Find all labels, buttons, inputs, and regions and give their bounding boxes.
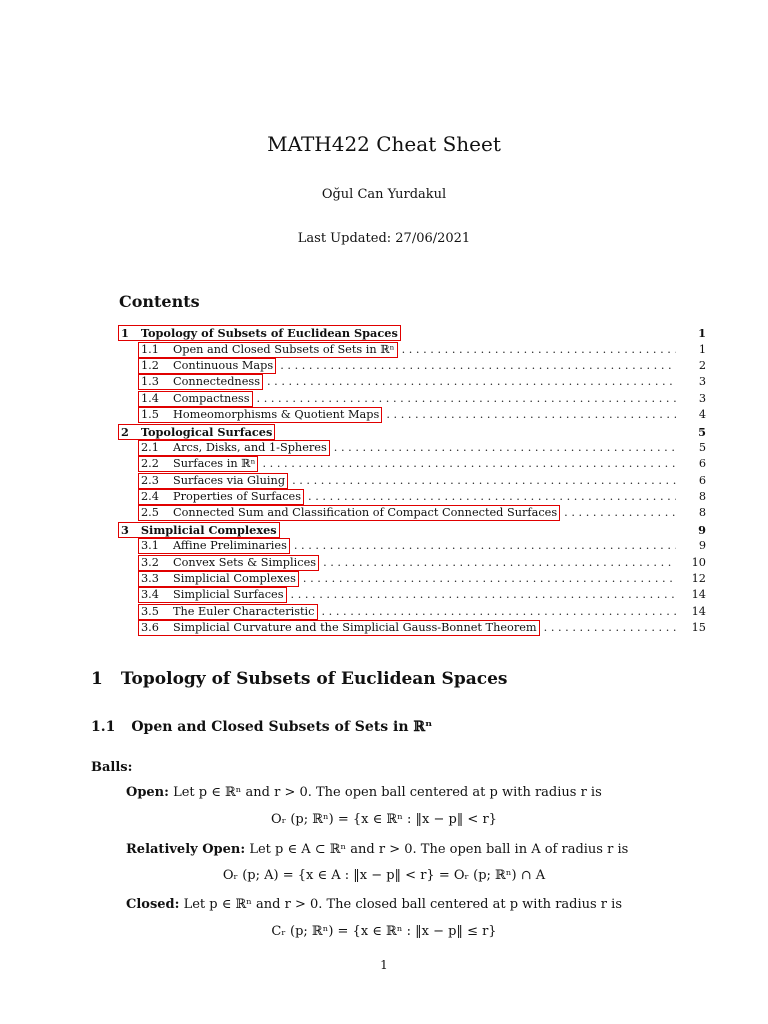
toc-page-number: 4 bbox=[698, 408, 706, 422]
definition-label: Relatively Open: bbox=[126, 842, 246, 857]
section-title: Topology of Subsets of Euclidean Spaces bbox=[120, 669, 508, 689]
definition-open bbox=[126, 785, 602, 800]
definition-relatively-open bbox=[126, 842, 628, 857]
toc-entry-number: 2.3 bbox=[141, 473, 159, 487]
toc-page-number: 8 bbox=[698, 490, 706, 504]
toc-subsection-row bbox=[118, 473, 706, 489]
contents-heading: Contents bbox=[119, 292, 200, 311]
toc-entry-title: Topological Surfaces bbox=[140, 424, 273, 439]
toc-entry-title: Compactness bbox=[172, 391, 250, 405]
toc-entry-number: 3 bbox=[121, 522, 129, 537]
toc-subsection-link[interactable] bbox=[138, 571, 299, 587]
definition-text: Let p ∈ ℝⁿ and r > 0. The closed ball centered at p with radius r is bbox=[183, 897, 622, 912]
toc-section-link[interactable] bbox=[118, 325, 401, 341]
toc-entry-title: Simplicial Curvature and the Simplicial Gauss-Bonnet Theorem bbox=[172, 621, 537, 635]
toc-page-number: 5 bbox=[698, 440, 706, 454]
toc-subsection-link[interactable] bbox=[138, 587, 287, 603]
toc-entry-number: 2.2 bbox=[141, 457, 159, 471]
toc-page-number: 14 bbox=[691, 604, 706, 618]
last-updated-date: Last Updated: 27/06/2021 bbox=[297, 231, 471, 246]
toc-subsection-row bbox=[118, 620, 706, 636]
toc-dot-leader bbox=[257, 391, 676, 407]
toc-subsection-row bbox=[118, 489, 706, 505]
table-of-contents bbox=[118, 325, 706, 636]
subsection-number: 1.1 bbox=[91, 719, 116, 735]
toc-subsection-link[interactable] bbox=[138, 374, 263, 390]
toc-entry-number: 3.6 bbox=[141, 621, 159, 635]
toc-page-number: 1 bbox=[698, 342, 706, 356]
toc-entry-number: 1.2 bbox=[141, 358, 159, 372]
toc-dot-leader bbox=[322, 604, 677, 620]
toc-dot-leader bbox=[308, 489, 676, 505]
toc-subsection-row bbox=[118, 440, 706, 456]
toc-dot-leader bbox=[262, 456, 676, 472]
toc-entry-title: Topology of Subsets of Euclidean Spaces bbox=[140, 326, 398, 341]
toc-entry-number: 1 bbox=[121, 326, 129, 341]
toc-entry-number: 3.3 bbox=[141, 572, 159, 586]
toc-dot-leader bbox=[292, 473, 676, 489]
toc-dot-leader bbox=[267, 374, 676, 390]
equation-relatively-open-ball: Oᵣ (p; A) = {x ∈ A : ‖x − p‖ < r} = Oᵣ (p; ℝⁿ) ∩ A bbox=[222, 868, 546, 883]
toc-entry-title: Continuous Maps bbox=[172, 358, 274, 372]
toc-subsection-row bbox=[118, 554, 706, 570]
toc-section-link[interactable] bbox=[118, 424, 275, 440]
toc-page-number: 12 bbox=[691, 572, 706, 586]
toc-page-number: 3 bbox=[698, 375, 706, 389]
toc-section-link[interactable] bbox=[118, 522, 280, 538]
toc-entry-number: 2.1 bbox=[141, 440, 159, 454]
toc-subsection-link[interactable] bbox=[138, 342, 398, 358]
toc-subsection-link[interactable] bbox=[138, 440, 330, 456]
definition-text: Let p ∈ A ⊂ ℝⁿ and r > 0. The open ball in A of radius r is bbox=[249, 842, 629, 857]
toc-section-row bbox=[118, 522, 706, 538]
toc-subsection-link[interactable] bbox=[138, 555, 319, 571]
definition-label: Closed: bbox=[126, 897, 180, 912]
toc-entry-number: 3.1 bbox=[141, 539, 159, 553]
document-author: Oğul Can Yurdakul bbox=[321, 187, 447, 202]
toc-dot-leader bbox=[280, 358, 676, 374]
toc-subsection-row bbox=[118, 571, 706, 587]
toc-subsection-link[interactable] bbox=[138, 538, 290, 554]
toc-page-number: 8 bbox=[698, 506, 706, 520]
toc-entry-number: 2 bbox=[121, 424, 129, 439]
toc-page-number: 9 bbox=[698, 522, 706, 537]
page-number: 1 bbox=[380, 958, 388, 972]
toc-subsection-link[interactable] bbox=[138, 407, 382, 423]
toc-subsection-link[interactable] bbox=[138, 456, 258, 472]
toc-subsection-link[interactable] bbox=[138, 473, 288, 489]
balls-label: Balls: bbox=[91, 760, 133, 775]
toc-entry-title: Open and Closed Subsets of Sets in ℝⁿ bbox=[172, 342, 395, 356]
toc-entry-number: 2.5 bbox=[141, 506, 159, 520]
toc-page-number: 5 bbox=[698, 424, 706, 439]
toc-dot-leader bbox=[386, 407, 676, 423]
toc-entry-number: 1.1 bbox=[141, 342, 159, 356]
toc-subsection-row bbox=[118, 604, 706, 620]
toc-dot-leader bbox=[323, 555, 676, 571]
subsection-heading bbox=[91, 719, 432, 735]
toc-page-number: 15 bbox=[691, 621, 706, 635]
toc-dot-leader bbox=[544, 620, 676, 636]
toc-section-row bbox=[118, 423, 706, 439]
toc-dot-leader bbox=[294, 538, 676, 554]
toc-subsection-row bbox=[118, 538, 706, 554]
toc-subsection-link[interactable] bbox=[138, 391, 253, 407]
equation-closed-ball: Cᵣ (p; ℝⁿ) = {x ∈ ℝⁿ : ‖x − p‖ ≤ r} bbox=[271, 924, 497, 939]
toc-page-number: 10 bbox=[691, 555, 706, 569]
toc-entry-number: 2.4 bbox=[141, 490, 159, 504]
toc-entry-title: Simplicial Surfaces bbox=[172, 588, 284, 602]
toc-entry-number: 1.3 bbox=[141, 375, 159, 389]
toc-entry-number: 3.4 bbox=[141, 588, 159, 602]
document-title: MATH422 Cheat Sheet bbox=[267, 132, 501, 156]
toc-entry-title: Simplicial Complexes bbox=[172, 572, 296, 586]
toc-subsection-row bbox=[118, 505, 706, 521]
toc-entry-number: 3.5 bbox=[141, 604, 159, 618]
toc-page-number: 6 bbox=[698, 473, 706, 487]
toc-entry-title: Homeomorphisms & Quotient Maps bbox=[172, 408, 380, 422]
toc-page-number: 2 bbox=[698, 358, 706, 372]
toc-subsection-link[interactable] bbox=[138, 358, 276, 374]
definition-closed bbox=[126, 897, 622, 912]
toc-page-number: 1 bbox=[698, 326, 706, 341]
toc-subsection-row bbox=[118, 587, 706, 603]
definition-text: Let p ∈ ℝⁿ and r > 0. The open ball centered at p with radius r is bbox=[173, 785, 602, 800]
toc-entry-title: The Euler Characteristic bbox=[172, 604, 315, 618]
toc-entry-title: Arcs, Disks, and 1-Spheres bbox=[172, 440, 327, 454]
toc-entry-number: 1.4 bbox=[141, 391, 159, 405]
toc-entry-title: Affine Preliminaries bbox=[172, 539, 287, 553]
toc-entry-title: Convex Sets & Simplices bbox=[172, 555, 317, 569]
toc-subsection-link[interactable] bbox=[138, 620, 540, 636]
toc-subsection-row bbox=[118, 391, 706, 407]
toc-entry-title: Surfaces via Gluing bbox=[172, 473, 286, 487]
toc-subsection-row bbox=[118, 374, 706, 390]
toc-dot-leader bbox=[402, 342, 676, 358]
toc-page-number: 3 bbox=[698, 391, 706, 405]
toc-subsection-row bbox=[118, 456, 706, 472]
toc-subsection-link[interactable] bbox=[138, 489, 304, 505]
toc-page-number: 6 bbox=[698, 457, 706, 471]
toc-entry-title: Connected Sum and Classification of Compact Connected Surfaces bbox=[172, 506, 558, 520]
equation-open-ball: Oᵣ (p; ℝⁿ) = {x ∈ ℝⁿ : ‖x − p‖ < r} bbox=[271, 812, 497, 827]
toc-entry-title: Simplicial Complexes bbox=[140, 522, 277, 537]
toc-entry-title: Properties of Surfaces bbox=[172, 490, 302, 504]
toc-entry-number: 1.5 bbox=[141, 408, 159, 422]
toc-entry-title: Connectedness bbox=[172, 375, 260, 389]
section-number: 1 bbox=[91, 669, 103, 689]
toc-subsection-row bbox=[118, 358, 706, 374]
toc-dot-leader bbox=[291, 587, 676, 603]
toc-dot-leader bbox=[334, 440, 676, 456]
toc-subsection-link[interactable] bbox=[138, 505, 560, 521]
toc-section-row bbox=[118, 325, 706, 341]
toc-entry-number: 3.2 bbox=[141, 555, 159, 569]
toc-subsection-row bbox=[118, 341, 706, 357]
toc-subsection-row bbox=[118, 407, 706, 423]
toc-dot-leader bbox=[303, 571, 676, 587]
toc-entry-title: Surfaces in ℝⁿ bbox=[172, 457, 256, 471]
toc-page-number: 14 bbox=[691, 588, 706, 602]
definition-label: Open: bbox=[126, 785, 169, 800]
section-heading bbox=[91, 669, 507, 689]
toc-subsection-link[interactable] bbox=[138, 604, 318, 620]
subsection-title: Open and Closed Subsets of Sets in ℝⁿ bbox=[131, 719, 433, 735]
toc-dot-leader bbox=[564, 505, 676, 521]
toc-page-number: 9 bbox=[698, 539, 706, 553]
